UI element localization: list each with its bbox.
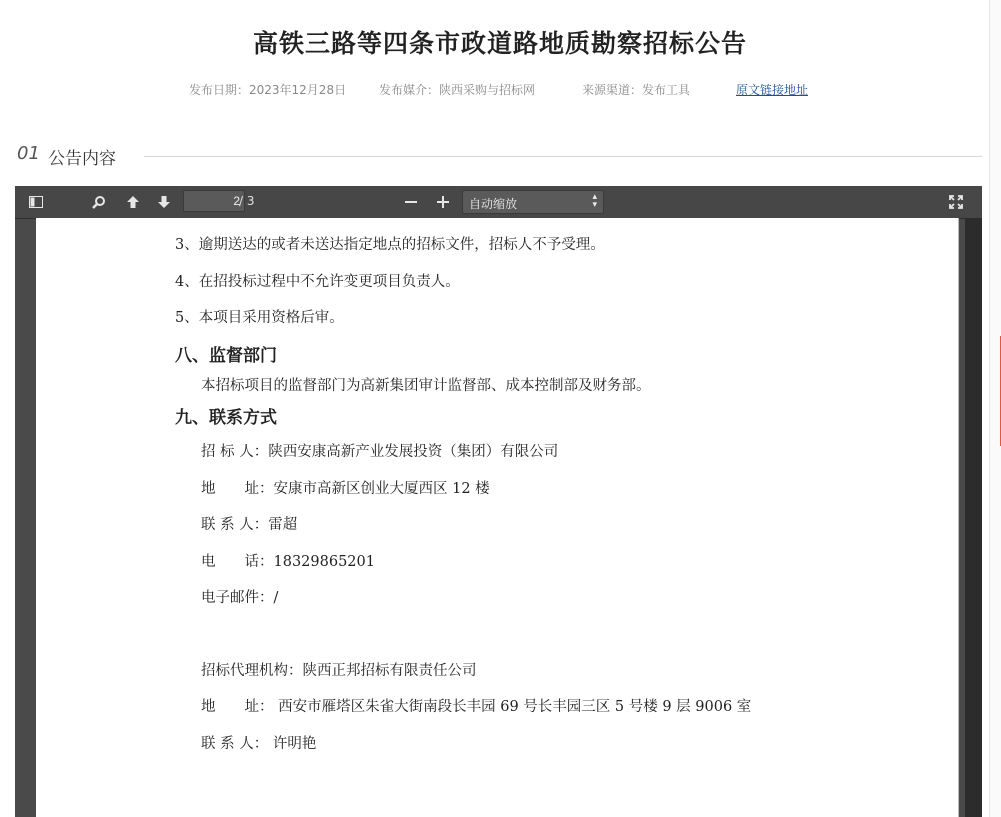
fullscreen-icon[interactable] bbox=[944, 190, 968, 214]
page-total: / 3 bbox=[239, 194, 255, 208]
arrow-up-icon[interactable] bbox=[121, 190, 145, 214]
minus-icon[interactable] bbox=[399, 190, 423, 214]
section-number: 01 bbox=[17, 143, 40, 164]
doc-line: 本招标项目的监督部门为高新集团审计监督部、成本控制部及财务部。 bbox=[201, 378, 651, 394]
search-icon[interactable] bbox=[87, 190, 111, 214]
publish-media: 发布媒介：陕西采购与招标网 bbox=[379, 83, 536, 97]
section-header bbox=[17, 143, 982, 169]
doc-line: 招 标 人：陕西安康高新产业发展投资（集团）有限公司 bbox=[201, 444, 559, 460]
pdf-page bbox=[36, 218, 959, 817]
original-link[interactable]: 原文链接地址 bbox=[736, 83, 809, 97]
doc-line: 地 址： 西安市雁塔区朱雀大街南段长丰园 69 号长丰园三区 5 号楼 9 层 9006 室 bbox=[201, 699, 752, 715]
pdf-viewer bbox=[15, 186, 982, 817]
meta-row bbox=[0, 81, 1000, 99]
doc-line: 招标代理机构：陕西正邦招标有限责任公司 bbox=[201, 663, 477, 679]
doc-line: 电 话：18329865201 bbox=[201, 554, 375, 570]
doc-line: 地 址：安康市高新区创业大厦西区 12 楼 bbox=[201, 481, 490, 497]
doc-line: 3、逾期送达的或者未送达指定地点的招标文件，招标人不予受理。 bbox=[175, 237, 605, 253]
doc-line: 电子邮件：/ bbox=[201, 590, 279, 606]
source-channel: 来源渠道：发布工具 bbox=[582, 83, 691, 97]
page-number-input[interactable] bbox=[183, 190, 245, 212]
plus-icon[interactable] bbox=[431, 190, 455, 214]
publish-date: 发布日期：2023年12月28日 bbox=[189, 83, 347, 97]
page-scrollbar[interactable] bbox=[989, 0, 1001, 817]
pdf-toolbar bbox=[15, 186, 982, 219]
sidebar-toggle-icon[interactable] bbox=[24, 190, 48, 214]
doc-line: 4、在招投标过程中不允许变更项目负责人。 bbox=[175, 274, 460, 290]
zoom-select[interactable] bbox=[462, 190, 604, 214]
pdf-scrollbar[interactable] bbox=[965, 218, 982, 817]
doc-heading: 八、监督部门 bbox=[175, 346, 277, 366]
doc-heading: 九、联系方式 bbox=[175, 408, 277, 428]
section-title: 公告内容 bbox=[48, 149, 116, 169]
chevron-updown-icon: ▴ ▾ bbox=[592, 192, 597, 210]
zoom-select-value: 自动缩放 bbox=[469, 197, 518, 211]
doc-line: 5、本项目采用资格后审。 bbox=[175, 310, 344, 326]
page-title: 高铁三路等四条市政道路地质勘察招标公告 bbox=[252, 29, 747, 58]
doc-line: 联 系 人： 许明艳 bbox=[201, 736, 317, 752]
section-divider bbox=[144, 156, 982, 157]
doc-line: 联 系 人：雷超 bbox=[201, 517, 298, 533]
arrow-down-icon[interactable] bbox=[152, 190, 176, 214]
